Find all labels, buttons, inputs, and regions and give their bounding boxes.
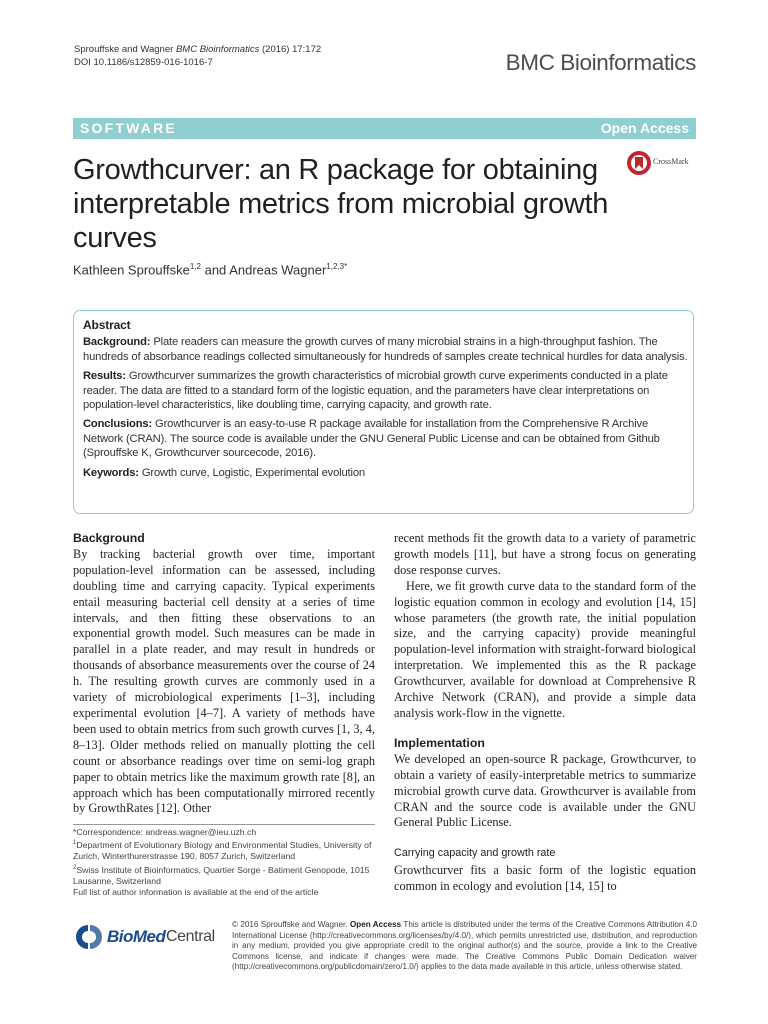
right-column — [394, 531, 696, 895]
footnotes — [73, 827, 383, 899]
subsection-heading-carrying-capacity: Carrying capacity and growth rate — [394, 847, 556, 860]
paragraph: By tracking bacterial growth over time, important population-level information can be assessed, including doubling time and carrying capacity. Typical experiments entail measuring bacterial cell density at a series of time intervals, and then fitting these observations to an exponential growth model. Such measures can be made in parallel in a plate reader, and may result in hundreds or thousands of absorbance measurements over the course of 24 h. The resulting growth curves are commonly used in a variety of microbiological experiments [1–3], including experimental evolution [4–7]. A variety of methods have been used to obtain metrics from such growth curves [1, 3, 4, 8–13]. Older methods relied on manually plotting the cell count or absorbance readings over time on semi-log graph paper to obtain metrics like the maximum growth rate [8], an approach which has been computationally mirrored recently by GrowthRates [12]. Other — [73, 546, 375, 816]
correspondence: *Correspondence: andreas.wagner@ieu.uzh.ch — [73, 827, 257, 837]
abstract-background-text: Plate readers can measure the growth curves of many microbial strains in a high-throughput fashion. The hundreds of absorbance readings collected simultaneously for hundreds of samples create technical hurdles for data analysis. — [83, 336, 688, 363]
citation-journal: BMC Bioinformatics — [175, 44, 260, 55]
author-affiliation: 1,2,3* — [326, 262, 348, 271]
abstract-results-text: Growthcurver summarizes the growth characteristics of microbial growth curve experiments conducted in a plate reader. The data are fitted to a standard form of the logistic equation, and the parameters have clear interpretations on population-level characteristics, like doubling time, carrying capacity, and growth rate. — [83, 370, 668, 412]
license-statement — [232, 920, 697, 973]
abstract-background — [83, 335, 689, 364]
author-and: and — [204, 262, 227, 278]
biomed-text: BioMed — [107, 927, 166, 946]
central-text: Central — [166, 928, 215, 945]
footnote-divider — [73, 824, 375, 825]
crossmark-label: CrossMark — [653, 157, 689, 166]
abstract-keywords-label: Keywords: — [83, 466, 139, 479]
section-heading-implementation: Implementation — [394, 735, 485, 750]
author-name: Andreas Wagner — [229, 262, 327, 278]
doi: DOI 10.1186/s12859-016-1016-7 — [74, 57, 213, 68]
biomed-central-icon — [73, 922, 105, 952]
license-prefix: © 2016 Sprouffske and Wagner. — [232, 920, 348, 929]
author-info-note: Full list of author information is available at the end of the article — [73, 887, 319, 898]
author-name: Kathleen Sprouffske — [73, 262, 190, 278]
paragraph: Here, we fit growth curve data to the standard form of the logistic equation common in ecology and evolution [14, 15] whose parameters (the growth rate, the initial population size, and the carrying capacity) provide meaningful population-level information with straight-forward biological interpretation. We implemented this as the R package Growthcurver, available for download at Comprehensive R Archive Network (CRAN), and provide a simple data analysis work-flow in the vignette. — [394, 578, 696, 720]
journal-name: BMC Bioinformatics — [505, 50, 696, 75]
left-column — [73, 531, 375, 817]
paragraph: recent methods fit the growth data to a variety of parametric growth models [11], but have a strong focus on generating dose response curves. — [394, 531, 696, 577]
crossmark-badge[interactable] — [626, 150, 698, 176]
affiliation-2: $^2$Swiss Institute of Bioinformatics, Quartier Sorge - Batiment Genopode, 1015 Lausanne, Switzerland — [73, 864, 370, 886]
article-type-banner — [73, 118, 696, 139]
biomed-central-logo — [73, 922, 223, 952]
citation-header — [74, 43, 321, 69]
affiliation-1: $^1$Department of Evolutionary Biology and Environmental Studies, University of Zurich, Winterthurerstrasse 190, 8057 Zurich, Switzerland — [73, 840, 372, 862]
citation-authors: Sprouffske and Wagner — [74, 44, 174, 55]
section-heading-background: Background — [73, 531, 145, 545]
paragraph: Growthcurver fits a basic form of the logistic equation common in ecology and evolution [14, 15] to — [394, 863, 696, 894]
license-open-access: Open Access — [349, 920, 402, 929]
authors — [73, 262, 347, 277]
author-affiliation: 1,2 — [189, 262, 201, 271]
abstract-heading: Abstract — [83, 318, 131, 332]
abstract-background-label: Background: — [83, 336, 151, 349]
license-text: This article is distributed under the terms of the Creative Commons Attribution 4.0 International License (http://creativecommons.org/licenses/by/4.0/), which permits unrestricted use, distribution, and reproduction in any medium, provided you give appropriate credit to the original author(s) and the source, provide a link to the Creative Commons license, and indicate if changes were made. The Creative Commons Public Domain Dedication waiver (http://creativecommons.org/publicdomain/zero/1.0/) applies to the data made available in this article, unless otherwise stated. — [232, 920, 697, 971]
citation-details: (2016) 17:172 — [262, 44, 322, 55]
article-title: Growthcurver: an R package for obtaining interpretable metrics from microbial growth curves — [73, 154, 609, 254]
abstract-keywords-text: Growth curve, Logistic, Experimental evolution — [141, 466, 365, 479]
abstract-keywords — [83, 466, 689, 480]
article-type: SOFTWARE — [80, 120, 177, 136]
paragraph: We developed an open-source R package, Growthcurver, to obtain a variety of easily-interpretable metrics to summarize microbial growth curve data. Growthcurver is available from CRAN and the source code is available under the GNU General Public License. — [394, 751, 696, 830]
abstract-conclusions — [83, 417, 689, 460]
abstract-conclusions-label: Conclusions: — [83, 418, 153, 431]
abstract-box — [73, 310, 694, 514]
abstract-results — [83, 369, 689, 412]
abstract-conclusions-text: Growthcurver is an easy-to-use R package available for installation from the Comprehensive R Archive Network (CRAN). The source code is available under the GNU General Public License and can be obtained from Github (Sprouffske K, Growthcurver sourcecode, 2016). — [83, 418, 660, 460]
crossmark-icon — [626, 150, 652, 176]
abstract-results-label: Results: — [83, 370, 126, 383]
open-access-label: Open Access — [600, 120, 689, 136]
